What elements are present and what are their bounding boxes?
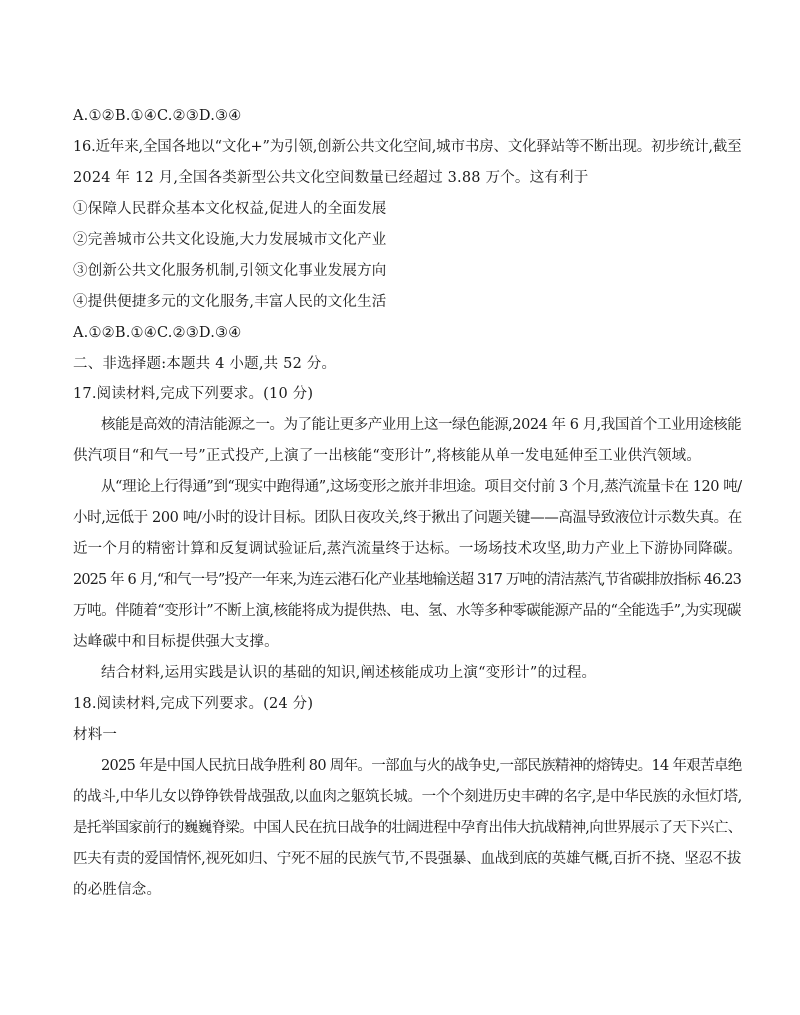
section-heading: 二、非选择题:本题共 4 小题,共 52 分。	[73, 356, 337, 372]
q16-item-4: ④提供便捷多元的文化服务,丰富人民的文化生活	[73, 294, 387, 310]
q17-paragraph-line: 2025 年 6 月,“和气一号”投产一年来,为连云港石化产业基地输送超 317 万吨的清洁蒸汽,节省碳排放指标 46.23	[73, 572, 741, 588]
q17-paragraph-line: 万吨。伴随着“变形计”不断上演,核能将成为提供热、电、氢、水等多种零碳能源产品的“全能选手”,为实现碳	[73, 603, 741, 619]
q18-material-label: 材料一	[73, 727, 118, 743]
q16-item-3: ③创新公共文化服务机制,引领文化事业发展方向	[73, 263, 387, 279]
q16-stem-line-2: 2024 年 12 月,全国各类新型公共文化空间数量已经超过 3.88 万个。这有利于	[73, 170, 589, 186]
q17-requirement: 结合材料,运用实践是认识的基础的知识,阐述核能成功上演“变形计”的过程。	[101, 665, 597, 681]
q17-paragraph-line: 供汽项目“和气一号”正式投产,上演了一出核能“变形计”,将核能从单一发电延伸至工业供汽领域。	[73, 448, 702, 464]
q17-paragraph-line: 从“理论上行得通”到“现实中跑得通”,这场变形之旅并非坦途。项目交付前 3 个月,蒸汽流量卡在 120 吨/	[101, 479, 742, 495]
q18-paragraph-line: 2025 年是中国人民抗日战争胜利 80 周年。一部血与火的战争史,一部民族精神的熔铸史。14 年艰苦卓绝	[101, 758, 742, 774]
q18-paragraph-line: 的战斗,中华儿女以铮铮铁骨战强敌,以血肉之躯筑长城。一个个刻进历史丰碑的名字,是中华民族的永恒灯塔,	[73, 789, 742, 805]
q17-paragraph-line: 近一个月的精密计算和反复调试验证后,蒸汽流量终于达标。一场场技术攻坚,助力产业上下游协同降碳。	[73, 541, 743, 557]
q16-options: A.①②B.①④C.②③D.③④	[73, 325, 242, 341]
q15-options: A.①②B.①④C.②③D.③④	[73, 108, 242, 124]
q16-item-2: ②完善城市公共文化设施,大力发展城市文化产业	[73, 232, 387, 248]
q16-item-1: ①保障人民群众基本文化权益,促进人的全面发展	[73, 201, 387, 217]
q17-stem: 17.阅读材料,完成下列要求。(10 分)	[73, 386, 314, 402]
q18-stem: 18.阅读材料,完成下列要求。(24 分)	[73, 696, 314, 712]
q16-stem-line-1: 16.近年来,全国各地以“文化+”为引领,创新公共文化空间,城市书房、文化驿站等不断出现。初步统计,截至	[73, 139, 742, 155]
q17-paragraph-line: 达峰碳中和目标提供强大支撑。	[73, 634, 279, 650]
q18-paragraph-line: 的必胜信念。	[73, 882, 162, 898]
q17-paragraph-line: 小时,远低于 200 吨/小时的设计目标。团队日夜攻关,终于揪出了问题关键——高温导致液位计示数失真。在	[73, 510, 742, 526]
q17-paragraph-line: 核能是高效的清洁能源之一。为了能让更多产业用上这一绿色能源,2024 年 6 月,我国首个工业用途核能	[101, 417, 742, 433]
q18-paragraph-line: 是托举国家前行的巍巍脊梁。中国人民在抗日战争的壮阔进程中孕育出伟大抗战精神,向世界展示了天下兴亡、	[73, 820, 742, 836]
q18-paragraph-line: 匹夫有责的爱国情怀,视死如归、宁死不屈的民族气节,不畏强暴、血战到底的英雄气概,百折不挠、坚忍不拔	[73, 851, 742, 867]
